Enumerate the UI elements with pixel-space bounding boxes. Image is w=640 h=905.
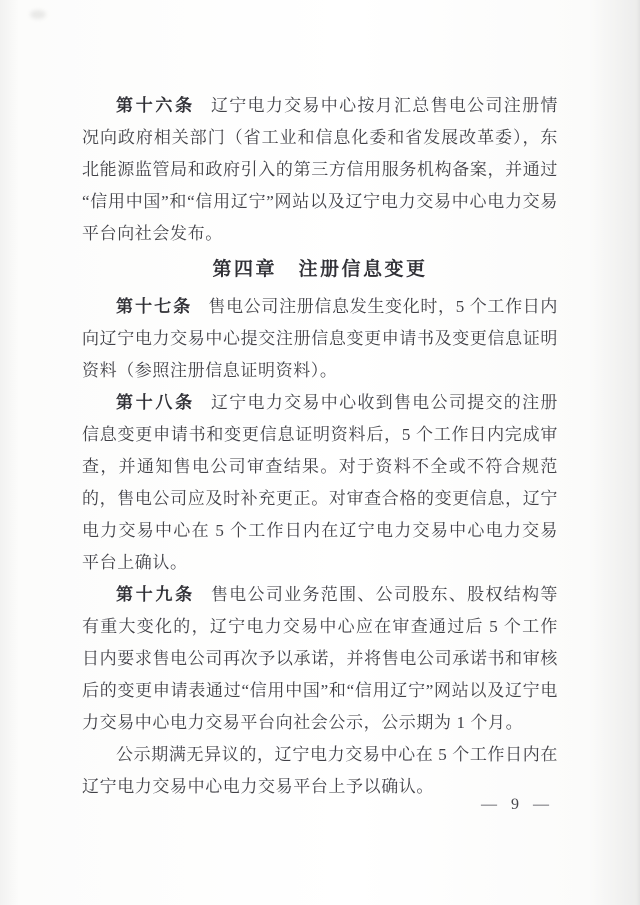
article-18-text: 辽宁电力交易中心收到售电公司提交的注册信息变更申请书和变更信息证明资料后，5 个工作日内完成审查，并通知售电公司审查结果。对于资料不全或不符合规范的，售电公司应及时补充更正。对审查合格的变更信息，辽宁电力交易中心在 5 个工作日内在辽宁电力交易中心电力交易平台上确认。 <box>82 393 558 572</box>
chapter-4-heading: 第四章 注册信息变更 <box>212 259 428 280</box>
document-body <box>82 90 558 803</box>
article-19-continuation-paragraph <box>82 739 558 803</box>
article-16-number: 第十六条 <box>116 96 195 115</box>
article-19-paragraph <box>82 579 558 739</box>
scan-smudge-artifact <box>30 10 46 19</box>
article-17-number: 第十七条 <box>116 297 193 316</box>
article-19-continuation-text: 公示期满无异议的，辽宁电力交易中心在 5 个工作日内在辽宁电力交易中心电力交易平台上予以确认。 <box>82 745 558 796</box>
article-16-text: 辽宁电力交易中心按月汇总售电公司注册情况向政府相关部门（省工业和信息化委和省发展改革委），东北能源监管局和政府引入的第三方信用服务机构备案，并通过“信用中国”和“信用辽宁”网站以及辽宁电力交易中心电力交易平台向社会发布。 <box>82 96 558 243</box>
article-17-text: 售电公司注册信息发生变化时，5 个工作日内向辽宁电力交易中心提交注册信息变更申请书及变更信息证明资料（参照注册信息证明资料）。 <box>82 297 558 380</box>
article-18-number: 第十八条 <box>116 393 195 412</box>
article-18-paragraph <box>82 387 558 579</box>
article-19-number: 第十九条 <box>116 585 195 604</box>
article-16-paragraph <box>82 90 558 250</box>
article-17-paragraph <box>82 291 558 387</box>
article-19-text: 售电公司业务范围、公司股东、股权结构等有重大变化的，辽宁电力交易中心应在审查通过后 5 个工作日内要求售电公司再次予以承诺，并将售电公司承诺书和审核后的变更申请表通过“信用中国”和“信用辽宁”网站以及辽宁电力交易中心电力交易平台向社会公示，公示期为 1 个月。 <box>82 585 558 732</box>
page-number: — 9 — <box>481 796 554 813</box>
